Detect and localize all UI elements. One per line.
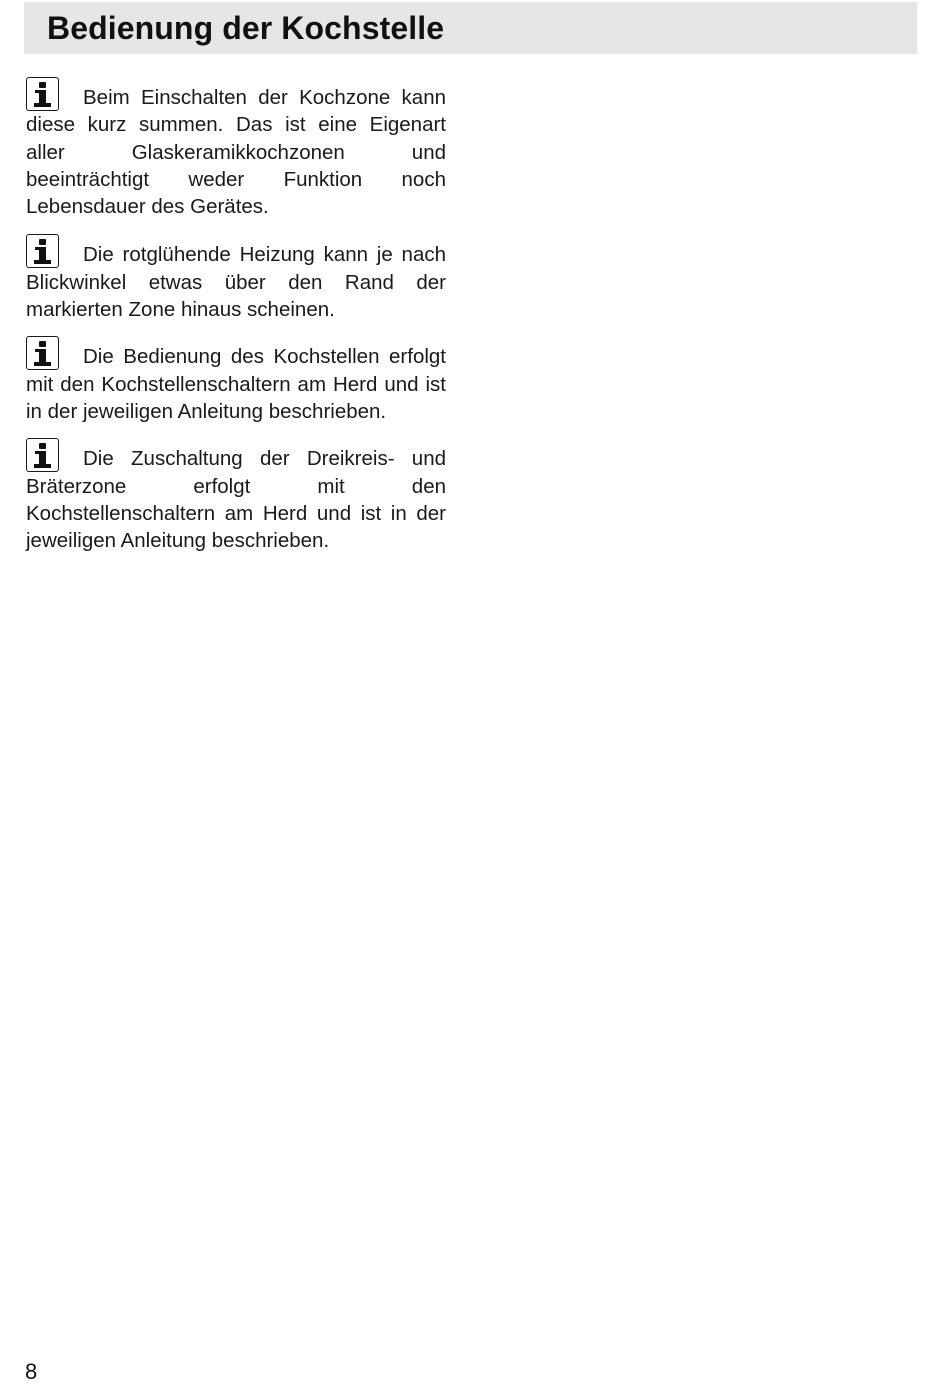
info-icon xyxy=(26,77,59,111)
notes-column xyxy=(26,77,446,567)
info-note xyxy=(26,438,446,554)
note-text: Die Zuschaltung der Dreikreis- und Bräterzone erfolgt mit den Kochstellenschaltern am Herd und ist in der jeweiligen Anleitung beschrieben. xyxy=(26,447,446,553)
info-icon xyxy=(26,438,59,472)
note-text: Die rotglühende Heizung kann je nach Blickwinkel etwas über den Rand der markierten Zone hinaus scheinen. xyxy=(26,243,446,322)
info-note xyxy=(26,234,446,323)
note-text: Die Bedienung des Kochstellen erfolgt mit den Kochstellenschaltern am Herd und ist in der jeweiligen Anleitung beschrieben. xyxy=(26,345,446,423)
page-number: 8 xyxy=(25,1359,38,1384)
note-text: Beim Einschalten der Kochzone kann diese kurz summen. Das ist eine Eigenart aller Glaskeramikkochzonen und beeinträchtigt weder Funktion noch Lebensdauer des Gerätes. xyxy=(26,86,446,219)
page-title: Bedienung der Kochstelle xyxy=(47,10,445,46)
section-header xyxy=(24,2,917,54)
info-icon xyxy=(26,336,59,370)
info-note xyxy=(26,77,446,220)
info-icon xyxy=(26,234,59,268)
info-note xyxy=(26,336,446,425)
